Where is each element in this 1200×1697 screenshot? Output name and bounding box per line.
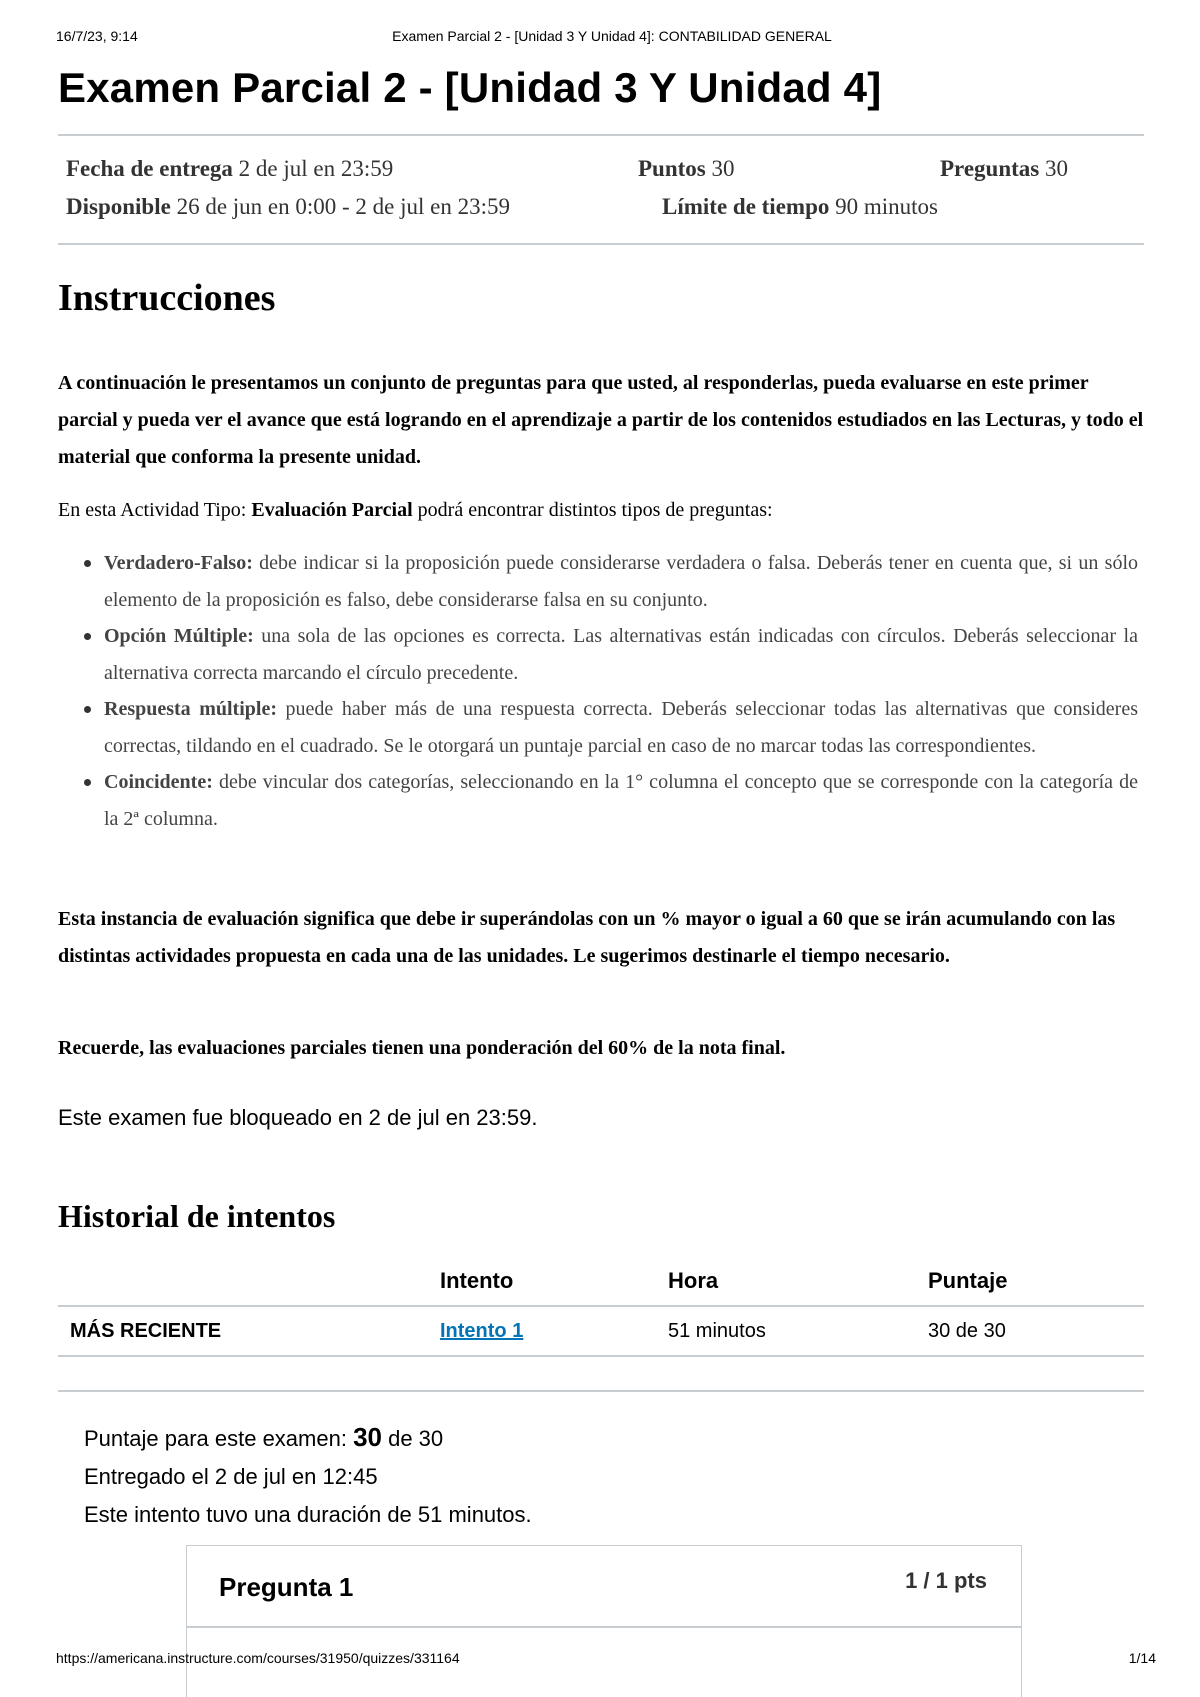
availability: [66, 194, 510, 220]
instructions-paragraph-3: Esta instancia de evaluación significa que debe ir superándolas con un % mayor o igual a 60 que se irán acumulando con las distintas actividades propuesta en cada una de las unidades. Le sugerimos destinarle el tiempo necesario.: [58, 908, 1116, 967]
points-value: 30: [711, 156, 735, 181]
score-prefix: Puntaje para este examen:: [84, 1426, 354, 1451]
print-header: [0, 28, 1200, 48]
table-row: [58, 1306, 1144, 1356]
intro-text: A continuación le presentamos un conjunto de preguntas para que usted, al responderlas, pueda evaluarse en este primer parcial y pueda ver el avance que está logrando en el aprendizaje a partir de los contenidos estudiados en las: [58, 372, 1089, 431]
question-type-term: Opción Múltiple:: [104, 625, 254, 647]
question-header: [187, 1546, 1021, 1628]
score-value: 30: [353, 1422, 382, 1452]
most-recent-label: MÁS RECIENTE: [58, 1306, 428, 1356]
column-header-score: Puntaje: [916, 1257, 1144, 1306]
question-type-term: Verdadero-Falso:: [104, 552, 253, 574]
attempt-history-heading: Historial de intentos: [58, 1198, 336, 1234]
time-limit: [662, 194, 938, 220]
activity-type-emphasis: Evaluación Parcial: [251, 499, 413, 521]
attempt-score: 30 de 30: [916, 1306, 1144, 1356]
intro-text: que conforma la presente: [130, 446, 356, 468]
list-item: [58, 691, 1138, 764]
instructions-paragraph-1: [58, 365, 1146, 476]
attempt-duration: Este intento tuvo una duración de 51 minutos.: [84, 1502, 532, 1527]
page-number: 1/14: [1128, 1650, 1156, 1666]
column-header-time: Hora: [656, 1257, 916, 1306]
activity-type-text: En esta Actividad Tipo:: [58, 499, 252, 521]
time-limit-value: 90 minutos: [835, 194, 938, 219]
divider: [58, 1390, 1144, 1392]
question-card: [186, 1545, 1022, 1697]
time-limit-label: Límite de tiempo: [662, 194, 830, 219]
questions-label: Preguntas: [940, 156, 1040, 181]
intro-emphasis: Lecturas, y todo el material: [58, 409, 1144, 468]
activity-type-text: podrá encontrar distintos tipos de preguntas:: [412, 499, 773, 521]
due-date-value: 2 de jul en 23:59: [238, 156, 394, 181]
questions-count: [940, 156, 1068, 182]
attempt-cell: [428, 1306, 656, 1356]
question-name: Pregunta 1: [219, 1572, 354, 1602]
submitted-date: Entregado el 2 de jul en 12:45: [84, 1464, 378, 1489]
question-type-description: una sola de las opciones es correcta. Las alternativas están indicadas con círculos. Deberás seleccionar la alternativa correcta marcando el círculo precedente.: [104, 625, 1138, 684]
column-header-empty: [58, 1257, 428, 1306]
quiz-locked-message: Este examen fue bloqueado en 2 de jul en 23:59.: [58, 1105, 538, 1130]
print-date: 16/7/23, 9:14: [56, 28, 138, 44]
intro-text: .: [415, 446, 421, 468]
instructions-heading: Instrucciones: [58, 277, 276, 319]
instructions-reminder: Recuerde, las evaluaciones parciales tienen una ponderación del 60% de la nota final.: [58, 1037, 786, 1059]
score-summary: [84, 1418, 532, 1534]
availability-value: 26 de jun en 0:00 - 2 de jul en 23:59: [176, 194, 511, 219]
question-points: 1 / 1 pts: [905, 1568, 987, 1593]
question-types-list: [58, 545, 1138, 837]
score-suffix: de 30: [381, 1426, 444, 1451]
question-type-description: debe indicar si la proposición puede considerarse verdadera o falsa. Deberás tener en cuenta que, si un sólo elemento de la proposición es falso, debe considerarse falsa en su conjunto.: [104, 552, 1138, 611]
divider: [58, 243, 1144, 245]
quiz-score: [84, 1418, 532, 1458]
list-item: [58, 764, 1138, 837]
due-date: [66, 156, 393, 182]
instructions-paragraph-2: [58, 492, 1146, 529]
print-document-title: Examen Parcial 2 - [Unidad 3 Y Unidad 4]: CONTABILIDAD GENERAL: [392, 28, 832, 44]
questions-value: 30: [1045, 156, 1068, 181]
question-type-term: Coincidente:: [104, 771, 213, 793]
quiz-title: Examen Parcial 2 - [Unidad 3 Y Unidad 4]: [58, 64, 882, 111]
list-item: [58, 545, 1138, 618]
table-header-row: [58, 1257, 1144, 1306]
column-header-attempt: Intento: [428, 1257, 656, 1306]
question-type-description: debe vincular dos categorías, seleccionando en la 1° columna el concepto que se corresponde con la categoría de la 2ª columna.: [104, 771, 1138, 830]
points: [638, 156, 735, 182]
list-item: [58, 618, 1138, 691]
availability-label: Disponible: [66, 194, 171, 219]
question-type-description: puede haber más de una respuesta correcta. Deberás seleccionar todas las alternativas que consideres correctas, tildando en el cuadrado. Se le otorgará un puntaje parcial en caso de no marcar todas las correspondientes.: [104, 698, 1138, 757]
question-type-term: Respuesta múltiple:: [104, 698, 277, 720]
attempt-history-table: [58, 1257, 1144, 1357]
points-label: Puntos: [638, 156, 706, 181]
attempt-link[interactable]: Intento 1: [440, 1319, 524, 1342]
divider: [58, 134, 1144, 136]
attempt-time: 51 minutos: [656, 1306, 916, 1356]
due-date-label: Fecha de entrega: [66, 156, 233, 181]
intro-emphasis: unidad: [355, 446, 416, 468]
print-url: https://americana.instructure.com/courses/31950/quizzes/331164: [56, 1650, 460, 1666]
